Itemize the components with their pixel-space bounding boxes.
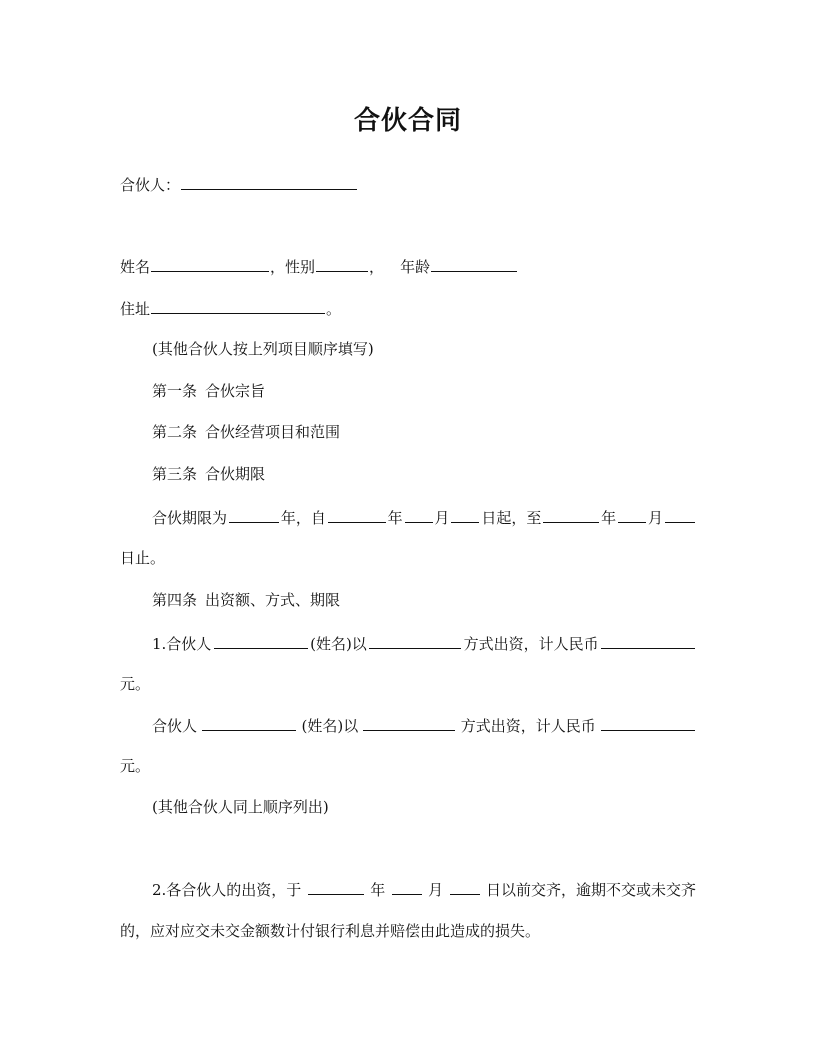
contribution-text: 方式出资，计人民币 — [463, 635, 599, 653]
clause-2-line — [152, 877, 696, 901]
contribution-2-line — [152, 713, 696, 737]
term-text: 年 — [387, 509, 403, 527]
document-title: 合伙合同 — [353, 106, 462, 136]
address-line — [120, 296, 341, 320]
article-number: 第四条 — [152, 591, 198, 609]
name-blank[interactable] — [151, 254, 269, 272]
term-text: 合伙期限为 — [152, 509, 228, 527]
article-number: 第三条 — [152, 465, 198, 483]
contribution-1-line — [152, 631, 696, 655]
article-4 — [152, 589, 340, 611]
same-order-note: (其他合伙人同上顺序列出) — [152, 798, 329, 816]
contribution-text: 合伙人 — [152, 717, 198, 735]
period: 。 — [326, 300, 342, 318]
term-text: 日起，至 — [481, 509, 542, 527]
amount-blank[interactable] — [601, 631, 695, 649]
term-text: 月 — [647, 509, 663, 527]
gender-label: 性别 — [285, 258, 316, 276]
contribution-method-blank[interactable] — [369, 631, 461, 649]
clause-text: 年 — [370, 881, 386, 899]
contribution-method-blank[interactable] — [363, 713, 455, 731]
term-text: 年，自 — [280, 509, 326, 527]
end-month-blank[interactable] — [618, 505, 646, 523]
term-line-end: 日止。 — [120, 549, 166, 567]
clause-text: 日以前交齐，逾期不交或未交齐 — [485, 881, 696, 899]
article-title: 合伙经营项目和范围 — [205, 423, 341, 441]
article-number: 第一条 — [152, 382, 198, 400]
article-title: 出资额、方式、期限 — [205, 591, 341, 609]
contribution-text: (姓名)以 — [310, 635, 367, 653]
article-3 — [152, 463, 265, 485]
article-1 — [152, 380, 265, 402]
partner-name-blank[interactable] — [202, 713, 296, 731]
partner-label: 合伙人： — [120, 176, 181, 194]
end-day-blank[interactable] — [665, 505, 695, 523]
end-year-blank[interactable] — [543, 505, 599, 523]
start-year-blank[interactable] — [328, 505, 386, 523]
term-text: 年 — [601, 509, 617, 527]
personal-info-line — [120, 254, 518, 278]
address-label: 住址 — [120, 300, 151, 318]
start-month-blank[interactable] — [405, 505, 433, 523]
age-blank[interactable] — [431, 254, 517, 272]
start-day-blank[interactable] — [451, 505, 479, 523]
name-label: 姓名 — [120, 258, 151, 276]
clause-text: 月 — [428, 881, 444, 899]
term-line — [152, 505, 696, 529]
term-years-blank[interactable] — [229, 505, 279, 523]
comma: ， — [369, 258, 385, 276]
partner-line — [120, 172, 358, 196]
contribution-text: 1.合伙人 — [152, 635, 212, 653]
address-blank[interactable] — [151, 296, 325, 314]
contribution-text: 方式出资，计人民币 — [460, 717, 596, 735]
fill-order-note: (其他合伙人按上列项目顺序填写) — [152, 340, 374, 358]
term-text: 月 — [434, 509, 450, 527]
article-number: 第二条 — [152, 423, 198, 441]
comma: ， — [270, 258, 286, 276]
contribution-text: (姓名)以 — [301, 717, 359, 735]
gender-blank[interactable] — [316, 254, 368, 272]
clause-2-line-2: 的，应对应交未交金额数计付银行利息并赔偿由此造成的损失。 — [120, 922, 541, 940]
deadline-month-blank[interactable] — [392, 877, 422, 895]
partner-name-blank[interactable] — [214, 631, 308, 649]
article-title: 合伙宗旨 — [205, 382, 266, 400]
contribution-1-end: 元。 — [120, 675, 151, 693]
contribution-2-end: 元。 — [120, 757, 151, 775]
age-label: 年龄 — [400, 258, 431, 276]
article-2 — [152, 421, 340, 443]
clause-text: 2.各合伙人的出资，于 — [152, 881, 302, 899]
amount-blank[interactable] — [601, 713, 695, 731]
article-title: 合伙期限 — [205, 465, 266, 483]
deadline-year-blank[interactable] — [308, 877, 364, 895]
partner-blank[interactable] — [181, 172, 357, 190]
deadline-day-blank[interactable] — [450, 877, 480, 895]
